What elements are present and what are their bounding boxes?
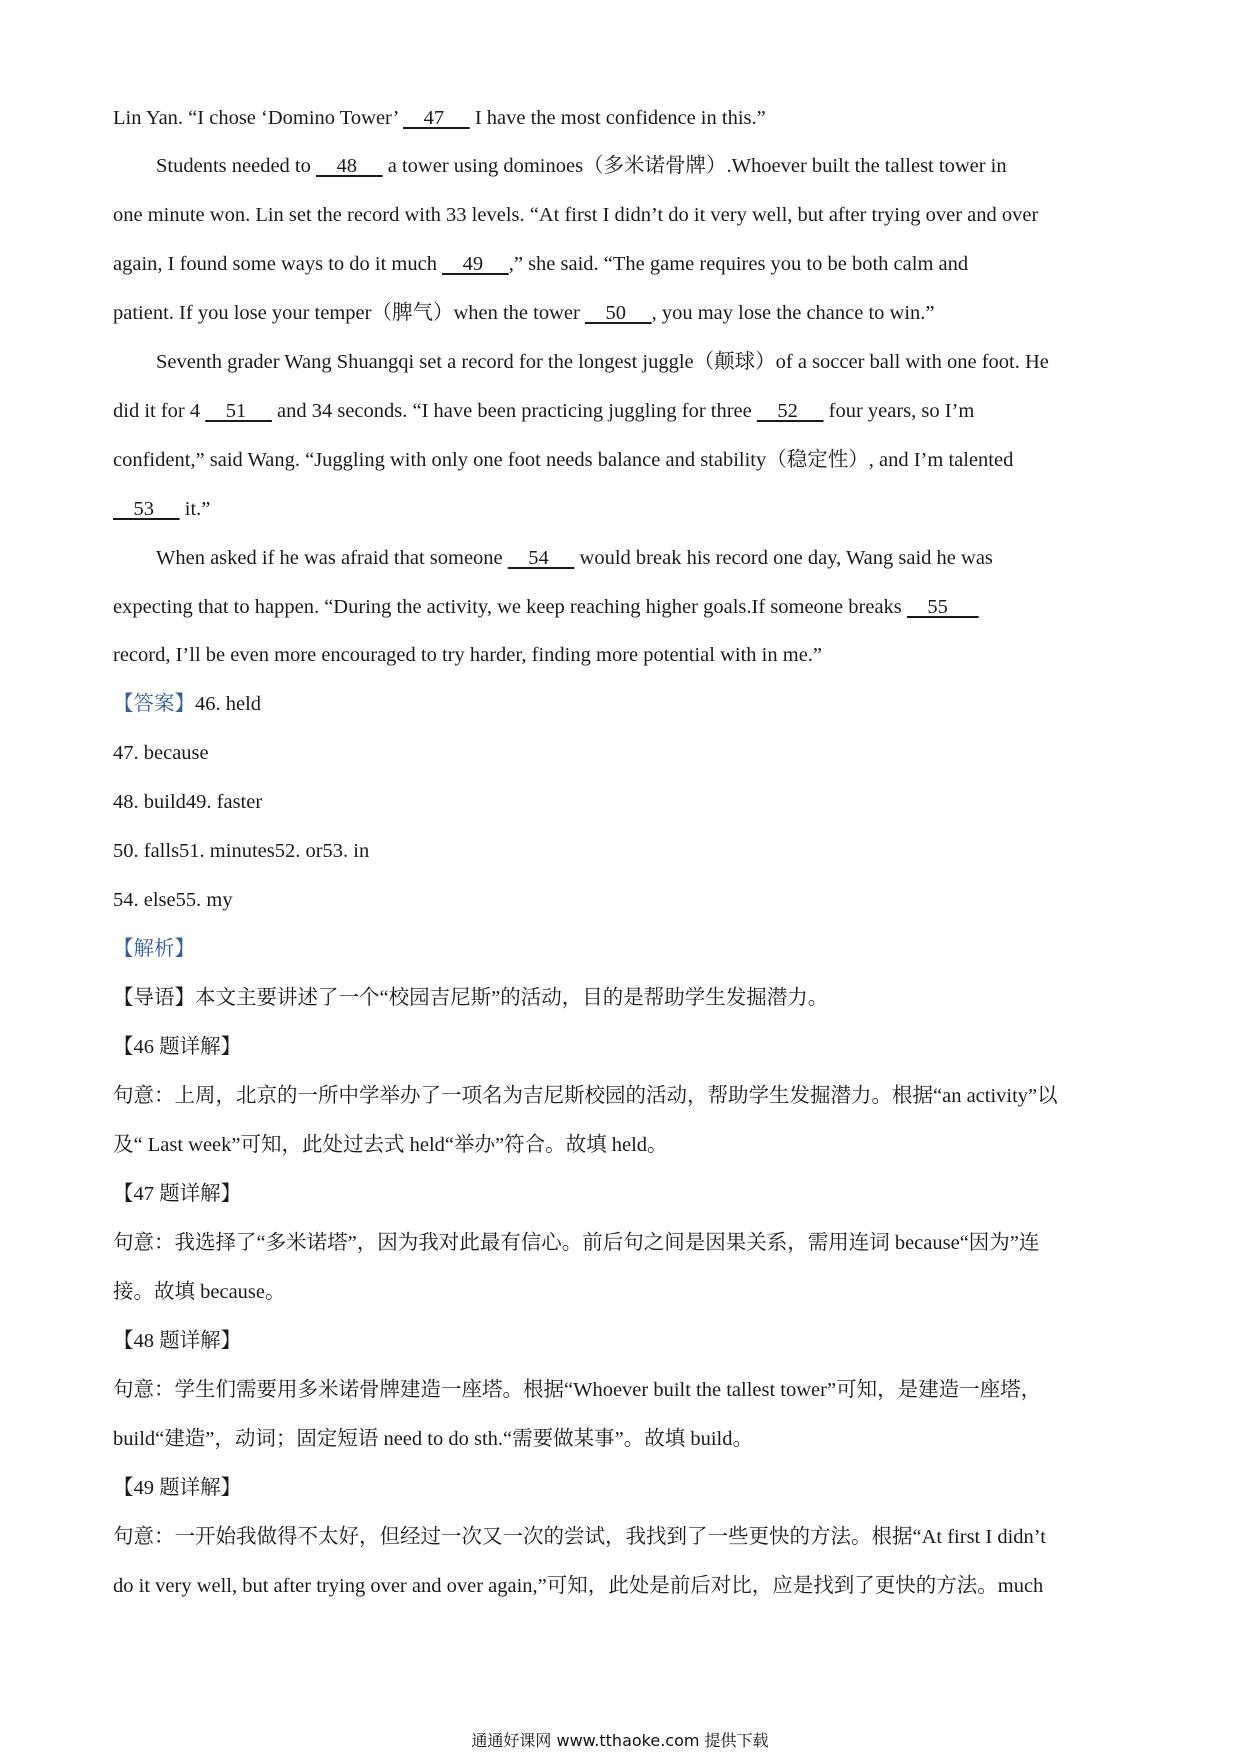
passage-line-7 [113, 397, 974, 425]
text: I have the most confidence in this.” [469, 107, 766, 129]
text: When asked if he was afraid that someone [156, 547, 508, 569]
heading-46: 【46 题详解】 [113, 1036, 242, 1058]
blank-54: 54 [507, 547, 575, 569]
answer-55: 55. my [175, 889, 233, 911]
answer-53: 53. in [322, 840, 370, 862]
blank-52: 52 [756, 400, 824, 422]
passage-line-6: Seventh grader Wang Shuangqi set a record for the longest juggle（颠球）of a soccer ball with one foot. He [156, 351, 1049, 373]
heading-47: 【47 题详解】 [113, 1183, 242, 1205]
detail-46-line-1: 句意：上周，北京的一所中学举办了一项名为吉尼斯校园的活动，帮助学生发掘潜力。根据“an activity”以 [113, 1085, 1058, 1107]
answer-row-3 [113, 788, 262, 816]
answer-row-1 [113, 690, 261, 718]
blank-50: 50 [584, 302, 652, 324]
answer-48: 48. build [113, 791, 186, 813]
detail-47-line-2: 接。故填 because。 [113, 1281, 286, 1303]
detail-47-line-1: 句意：我选择了“多米诺塔”，因为我对此最有信心。前后句之间是因果关系，需用连词 because“因为”连 [113, 1232, 1040, 1254]
text: Lin Yan. “I chose ‘Domino Tower’ [113, 107, 404, 129]
blank-48: 48 [316, 155, 383, 177]
passage-line-3: one minute won. Lin set the record with 33 levels. “At first I didn’t do it very well, but after trying over and over [113, 204, 1039, 226]
text: again, I found some ways to do it much [113, 253, 443, 275]
passage-line-1 [113, 104, 766, 132]
heading-49: 【49 题详解】 [113, 1477, 242, 1499]
detail-48-line-2: build“建造”，动词；固定短语 need to do sth.“需要做某事”。故填 build。 [113, 1428, 753, 1450]
answer-47: 47. because [113, 742, 209, 764]
analysis-intro: 【导语】本文主要讲述了一个“校园吉尼斯”的活动，目的是帮助学生发掘潜力。 [113, 987, 829, 1009]
passage-line-8: confident,” said Wang. “Juggling with only one foot needs balance and stability（稳定性）, and I’m talented [113, 449, 1014, 471]
answer-46: 46. held [195, 693, 262, 715]
detail-49-line-1: 句意：一开始我做得不太好，但经过一次又一次的尝试，我找到了一些更快的方法。根据“At first I didn’t [113, 1526, 1046, 1548]
passage-line-5 [113, 299, 935, 327]
blank-55: 55 [906, 596, 979, 618]
passage-line-2 [156, 152, 1007, 180]
detail-49-line-2: do it very well, but after trying over and over again,”可知，此处是前后对比，应是找到了更快的方法。much [113, 1575, 1044, 1597]
blank-51: 51 [205, 400, 272, 422]
text: expecting that to happen. “During the activity, we keep reaching higher goals.If someone breaks [113, 596, 907, 618]
footer-source: 通通好课网 www.tthaoke.com 提供下载 [471, 1731, 769, 1750]
answer-50: 50. falls [113, 840, 180, 862]
passage-line-10 [156, 544, 993, 572]
answer-label: 【答案】 [113, 693, 195, 715]
analysis-label: 【解析】 [113, 938, 195, 960]
passage-line-11 [113, 593, 979, 621]
answer-51: 51. minutes [179, 840, 275, 862]
blank-53: 53 [113, 498, 180, 520]
passage-line-4 [113, 250, 968, 278]
answer-49: 49. faster [185, 791, 263, 813]
answer-row-5 [113, 886, 233, 914]
answer-52: 52. or [274, 840, 323, 862]
passage-line-9 [113, 495, 210, 523]
heading-48: 【48 题详解】 [113, 1330, 242, 1352]
detail-46-line-2: 及“ Last week”可知，此处过去式 held“举办”符合。故填 held。 [113, 1134, 668, 1156]
detail-48-line-1: 句意：学生们需要用多米诺骨牌建造一座塔。根据“Whoever built the tallest tower”可知，是建造一座塔， [113, 1379, 1042, 1401]
answer-row-4 [113, 837, 369, 865]
text: , you may lose the chance to win.” [651, 302, 935, 324]
passage-line-12: record, I’ll be even more encouraged to try harder, finding more potential with in me.” [113, 644, 823, 666]
text: a tower using dominoes（多米诺骨牌）.Whoever built the tallest tower in [382, 155, 1007, 177]
text: ,” she said. “The game requires you to be both calm and [508, 253, 969, 275]
text: would break his record one day, Wang said he was [574, 547, 993, 569]
text: four years, so I’m [823, 400, 975, 422]
text: and 34 seconds. “I have been practicing juggling for three [271, 400, 757, 422]
answer-54: 54. else [113, 889, 176, 911]
text: patient. If you lose your temper（脾气）when the tower [113, 302, 585, 324]
blank-47: 47 [403, 107, 470, 129]
text: Students needed to [156, 155, 316, 177]
text: it.” [179, 498, 211, 520]
blank-49: 49 [442, 253, 509, 275]
text: did it for 4 [113, 400, 206, 422]
